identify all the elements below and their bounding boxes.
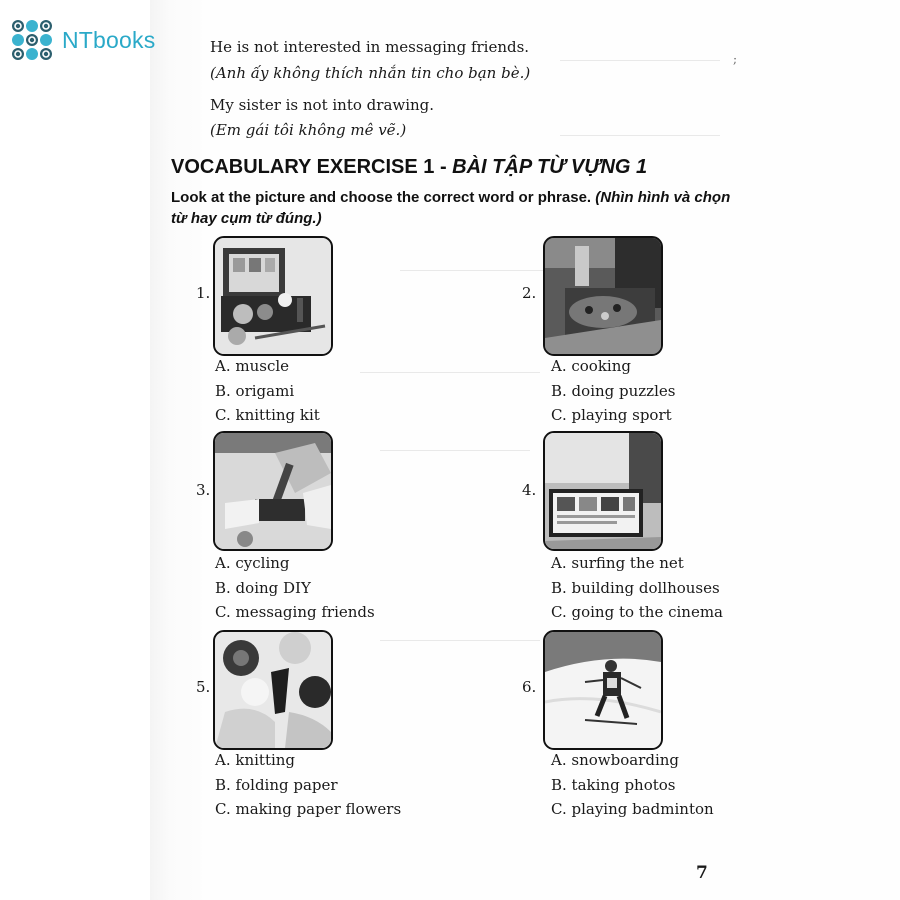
exercise-instruction [171,187,731,229]
option[interactable]: B. folding paper [215,776,338,794]
option[interactable]: B. taking photos [551,776,676,794]
option[interactable]: B. building dollhouses [551,579,720,597]
question-number: 1. [196,284,211,302]
option[interactable]: C. playing badminton [551,800,714,818]
option[interactable]: A. cycling [215,554,290,572]
cooking-photo [543,236,663,356]
option[interactable]: B. origami [215,382,295,400]
paper-flowers-photo [213,630,333,750]
intro-line-1: He is not interested in messaging friends. [210,38,530,56]
ntbooks-logo-icon [6,14,58,66]
brand-logo[interactable] [6,14,155,66]
question-number: 6. [522,678,537,696]
option[interactable]: C. knitting kit [215,406,320,424]
exercise-title-en: VOCABULARY EXERCISE 1 - [171,156,453,178]
option[interactable]: C. messaging friends [215,603,375,621]
knitting-kit-photo [213,236,333,356]
option[interactable]: A. knitting [215,751,296,769]
exercise-title-vi: BÀI TẬP TỪ VỰNG 1 [452,156,648,178]
option[interactable]: B. doing puzzles [551,382,676,400]
option[interactable]: A. cooking [551,357,631,375]
instruction-en: Look at the picture and choose the correct word or phrase. [171,189,596,206]
stray-mark: ; [733,52,738,66]
option[interactable]: A. snowboarding [551,751,680,769]
question-number: 3. [196,481,211,499]
page-number: 7 [696,863,708,883]
brand-name: NTbooks [62,26,156,53]
question-number: 5. [196,678,211,696]
option[interactable]: C. playing sport [551,406,672,424]
intro-line-3: My sister is not into drawing. [210,96,435,114]
instruction-vi: (Nhìn hình và chọn từ hay cụm từ đúng.) [171,189,731,227]
diy-woodwork-photo [213,431,333,551]
option[interactable]: A. muscle [215,357,290,375]
option[interactable]: C. making paper flowers [215,800,402,818]
question-number: 2. [522,284,537,302]
option[interactable]: C. going to the cinema [551,603,724,621]
exercise-title [171,156,647,179]
option[interactable]: A. surfing the net [551,554,684,572]
question-number: 4. [522,481,537,499]
intro-line-4: (Em gái tôi không mê vẽ.) [210,121,407,139]
laptop-browsing-photo [543,431,663,551]
intro-line-2: (Anh ấy không thích nhắn tin cho bạn bè.) [210,64,531,82]
skier-photo [543,630,663,750]
option[interactable]: B. doing DIY [215,579,311,597]
